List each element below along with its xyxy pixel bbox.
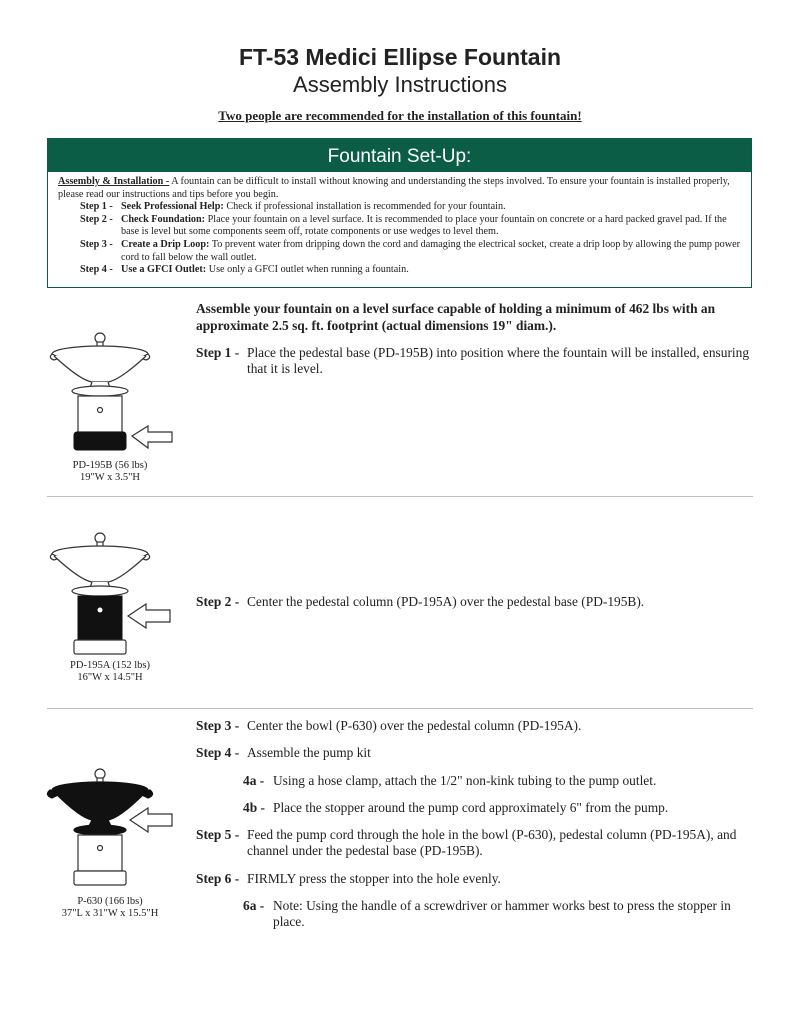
setup-step [80,239,741,264]
instruction-step-4 [196,745,756,761]
section-divider [47,708,753,709]
setup-step-title: Seek Professional Help: [121,201,224,213]
figure-caption [40,896,180,920]
figure-part-label: P-630 (166 lbs) [77,896,143,907]
setup-step-title: Create a Drip Loop: [121,238,210,250]
step-text: Assemble the pump kit [247,745,371,760]
step-number: Step 5 - [196,827,240,842]
step-number: Step 6 - [196,871,240,886]
instruction-step-1 [196,345,756,377]
step-text: Place the pedestal base (PD-195B) into position where the fountain will be installed, ensuring that it is level. [247,345,750,376]
setup-step [80,264,741,277]
page-title: FT-53 Medici Ellipse Fountain [238,44,562,70]
setup-step-text: Use only a GFCI outlet when running a fountain. [206,264,409,276]
step-number: Step 4 - [196,745,240,760]
setup-intro-text: A fountain can be difficult to install without knowing and understanding the steps involved. To ensure your fountain is installed properly, please read our instructions and tips before you begin. [58,176,730,200]
fountain-bowl-illustration [40,764,180,894]
figure-dimensions: 37"L x 31"W x 15.5"H [61,908,159,919]
setup-heading: Fountain Set-Up: [48,139,751,172]
instruction-step-3 [196,718,756,734]
setup-step-number: Step 3 - [80,238,113,250]
setup-panel [47,138,752,288]
setup-intro-label: Assembly & Installation - [58,176,170,187]
setup-step-text: To prevent water from dripping down the cord and damaging the electrical socket, create a drip loop by allowing the pump power cord to fall below the wall outlet. [121,238,741,263]
fountain-base-illustration [40,328,180,458]
figure-part-label: PD-195A (152 lbs) [70,660,150,671]
figure-part-label: PD-195B (56 lbs) [72,460,148,471]
step-number: 4b - [243,800,265,815]
instruction-step-6 [196,871,756,887]
figure-dimensions: 19"W x 3.5"H [79,472,140,483]
step-number: 4a - [243,773,265,788]
instruction-step-4b [243,800,756,816]
surface-requirement: Assemble your fountain on a level surface capable of holding a minimum of 462 lbs with an approximate 2.5 sq. ft. footprint (actual dimensions 19" diam.). [196,301,716,333]
setup-step-number: Step 2 - [80,213,113,225]
page-subtitle: Assembly Instructions [293,72,507,97]
step-text: FIRMLY press the stopper into the hole evenly. [247,871,501,886]
setup-intro [58,176,741,201]
step-text: Place the stopper around the pump cord approximately 6" from the pump. [273,800,669,815]
section-divider [47,496,753,497]
step-number: 6a - [243,898,265,913]
step-number: Step 1 - [196,345,240,360]
step-number: Step 3 - [196,718,240,733]
fountain-column-illustration [40,528,180,658]
figure-caption [40,460,180,484]
recommendation-note: Two people are recommended for the installation of this fountain! [218,108,582,123]
figure-dimensions: 16"W x 14.5"H [77,672,143,683]
setup-body [48,172,751,277]
step-text: Center the bowl (P-630) over the pedestal column (PD-195A). [247,718,582,733]
step-number: Step 2 - [196,594,240,609]
setup-step [80,214,741,239]
step-text: Using a hose clamp, attach the 1/2" non-kink tubing to the pump outlet. [273,773,657,788]
setup-step-number: Step 4 - [80,264,113,276]
instruction-step-5 [196,827,756,859]
setup-step-title: Check Foundation: [121,213,206,225]
step-text: Note: Using the handle of a screwdriver or hammer works best to press the stopper in place. [273,898,731,929]
step-text: Center the pedestal column (PD-195A) over the pedestal base (PD-195B). [247,594,645,609]
instruction-step-6a [243,898,756,930]
instruction-step-4a [243,773,756,789]
instruction-step-2 [196,594,756,610]
setup-step [80,201,741,214]
setup-step-text: Check if professional installation is recommended for your fountain. [223,201,506,213]
step-text: Feed the pump cord through the hole in the bowl (P-630), pedestal column (PD-195A), and channel under the pedestal base (PD-195B). [247,827,737,858]
setup-step-number: Step 1 - [80,201,113,213]
setup-step-title: Use a GFCI Outlet: [121,264,207,276]
setup-step-text: Place your fountain on a level surface. It is recommended to place your fountain on concrete or a hard packed gravel pad. If the base is level but some components seem off, rotate components or use wedges to level them. [121,213,727,238]
figure-caption [40,660,180,684]
